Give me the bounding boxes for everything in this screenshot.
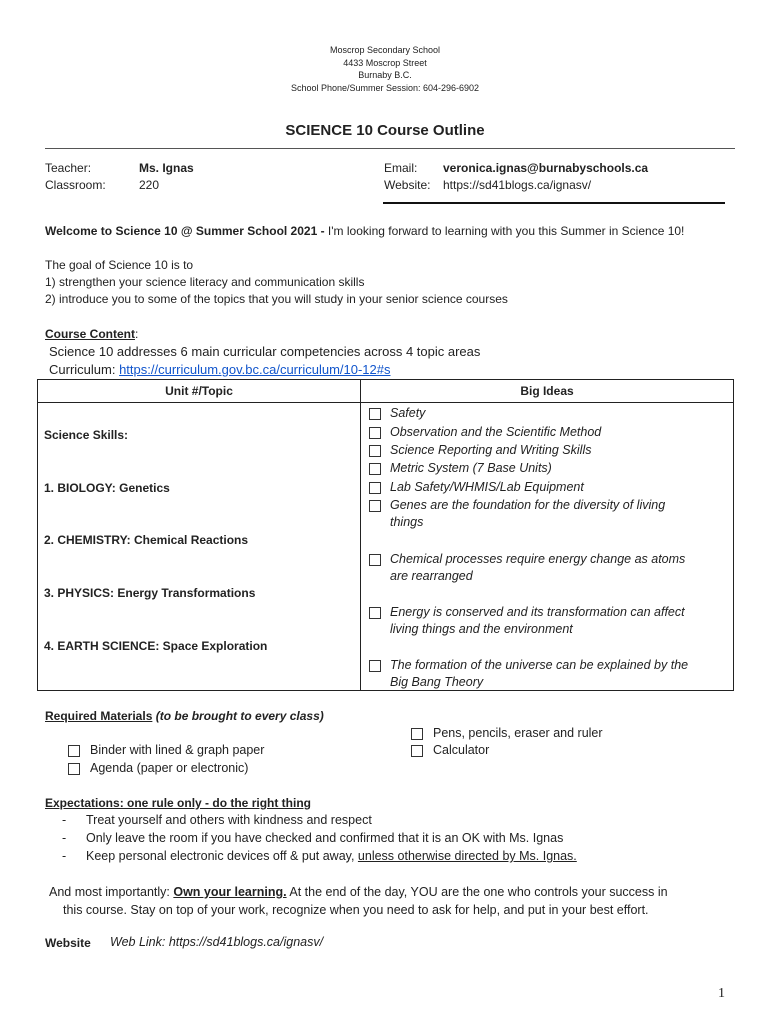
big-idea-text: Genes are the foundation for the diversity of living things: [390, 498, 666, 529]
expectation-item: Only leave the room if you have checked and confirmed that it is an OK with Ms. Ignas: [86, 831, 564, 845]
course-content-heading: Course Content: [45, 327, 135, 341]
big-idea-text: Metric System (7 Base Units): [390, 461, 552, 475]
material-text: Pens, pencils, eraser and ruler: [433, 726, 603, 740]
goal-item-2: 2) introduce you to some of the topics that you will study in your senior science courses: [45, 292, 508, 306]
big-idea-item: [369, 460, 699, 477]
closing-paragraph: [49, 883, 668, 919]
big-ideas-cell: [361, 403, 734, 691]
goal-section: [45, 257, 508, 308]
school-street: 4433 Moscrop Street: [343, 57, 427, 68]
goal-intro: The goal of Science 10 is to: [45, 258, 194, 272]
bullet-dash: -: [62, 831, 67, 845]
page-number: 1: [718, 986, 725, 1001]
school-name: Moscrop Secondary School: [329, 45, 441, 55]
course-content-colon: :: [135, 327, 139, 341]
closing-text-2: this course. Stay on top of your work, recognize when you need to ask for help, and put in your best effort.: [63, 903, 649, 917]
unit-biology: 1. BIOLOGY: Genetics: [44, 481, 170, 495]
email-address[interactable]: veronica.ignas@burnabyschools.ca: [443, 161, 649, 175]
expectation-text: Keep personal electronic devices off & put away,: [86, 849, 358, 863]
table-header-big-ideas: Big Ideas: [361, 380, 734, 403]
classroom-number: 220: [139, 178, 160, 192]
material-item: [68, 761, 248, 775]
website-url[interactable]: https://sd41blogs.ca/ignasv/: [443, 178, 592, 192]
email-label: Email:: [384, 161, 418, 175]
welcome-text: I'm looking forward to learning with you this Summer in Science 10!: [324, 224, 685, 238]
unit-earth-science: 4. EARTH SCIENCE: Space Exploration: [44, 639, 268, 653]
big-idea-text: Safety: [390, 406, 426, 420]
welcome-line: [45, 224, 684, 238]
units-cell: [38, 403, 361, 691]
checkbox[interactable]: [68, 745, 80, 757]
unit-science-skills: Science Skills:: [44, 428, 129, 442]
course-content-summary: Science 10 addresses 6 main curricular competencies across 4 topic areas: [49, 344, 481, 359]
welcome-heading: Welcome to Science 10 @ Summer School 2021 -: [45, 224, 325, 238]
classroom-label: Classroom:: [45, 178, 106, 192]
school-city: Burnaby B.C.: [358, 70, 412, 80]
teacher-name: Ms. Ignas: [139, 161, 194, 175]
bullet-dash: -: [62, 849, 67, 863]
big-idea-item: [369, 479, 699, 496]
unit-physics: 3. PHYSICS: Energy Transformations: [44, 586, 256, 600]
school-header: [0, 44, 770, 94]
big-idea-text: Lab Safety/WHMIS/Lab Equipment: [390, 480, 584, 494]
checkbox[interactable]: [369, 660, 381, 672]
big-idea-item: [369, 551, 699, 585]
curriculum-line: [49, 362, 391, 377]
expectation-emphasis: unless otherwise directed by Ms. Ignas.: [357, 849, 577, 863]
closing-text-1: At the end of the day, YOU are the one who controls your success in: [286, 885, 668, 899]
course-content-heading-line: [45, 327, 138, 341]
goal-item-1: 1) strengthen your science literacy and communication skills: [45, 275, 365, 289]
expectation-item: [86, 849, 577, 863]
curriculum-label: Curriculum:: [49, 362, 120, 377]
checkbox[interactable]: [369, 445, 381, 457]
website-footer-link[interactable]: Web Link: https://sd41blogs.ca/ignasv/: [110, 935, 324, 949]
closing-emphasis: Own your learning.: [173, 885, 287, 899]
website-footer-label: Website: [45, 936, 91, 950]
big-idea-item: [369, 657, 699, 691]
big-idea-item: [369, 604, 699, 638]
material-item: [411, 743, 489, 757]
big-idea-item: [369, 497, 699, 531]
big-idea-text: Chemical processes require energy change as atoms are rearranged: [390, 552, 686, 583]
big-idea-item: [369, 405, 699, 422]
materials-note: (to be brought to every class): [152, 709, 324, 723]
website-label: Website:: [384, 178, 431, 192]
checkbox[interactable]: [369, 408, 381, 420]
checkbox[interactable]: [369, 482, 381, 494]
table-header-unit: Unit #/Topic: [38, 380, 361, 403]
expectations-heading: Expectations: one rule only - do the right thing: [45, 796, 312, 810]
bullet-dash: -: [62, 813, 67, 827]
info-divider: [383, 202, 725, 204]
checkbox[interactable]: [369, 554, 381, 566]
teacher-label: Teacher:: [45, 161, 92, 175]
checkbox[interactable]: [369, 463, 381, 475]
checkbox[interactable]: [369, 500, 381, 512]
big-idea-text: The formation of the universe can be explained by the Big Bang Theory: [390, 658, 689, 689]
checkbox[interactable]: [411, 728, 423, 740]
material-text: Calculator: [433, 743, 490, 757]
material-text: Agenda (paper or electronic): [90, 761, 249, 775]
checkbox[interactable]: [369, 607, 381, 619]
curriculum-link[interactable]: https://curriculum.gov.bc.ca/curriculum/10-12#s: [119, 362, 391, 377]
materials-heading-line: [45, 709, 324, 723]
closing-intro: And most importantly:: [49, 885, 174, 899]
page-title: SCIENCE 10 Course Outline: [285, 122, 485, 139]
big-idea-text: Observation and the Scientific Method: [390, 425, 602, 439]
materials-heading: Required Materials: [45, 709, 153, 723]
title-divider: [45, 148, 735, 149]
course-outline-table: [37, 379, 734, 691]
big-idea-item: [369, 442, 699, 459]
material-item: [68, 743, 264, 757]
big-idea-text: Science Reporting and Writing Skills: [390, 443, 592, 457]
material-item: [411, 726, 603, 740]
school-phone: School Phone/Summer Session: 604-296-6902: [290, 82, 480, 93]
material-text: Binder with lined & graph paper: [90, 743, 265, 757]
checkbox[interactable]: [369, 427, 381, 439]
big-idea-text: Energy is conserved and its transformation can affect living things and the environment: [390, 605, 685, 636]
expectation-item: Treat yourself and others with kindness and respect: [86, 813, 372, 827]
checkbox[interactable]: [411, 745, 423, 757]
unit-chemistry: 2. CHEMISTRY: Chemical Reactions: [44, 533, 249, 547]
big-idea-item: [369, 424, 699, 441]
checkbox[interactable]: [68, 763, 80, 775]
